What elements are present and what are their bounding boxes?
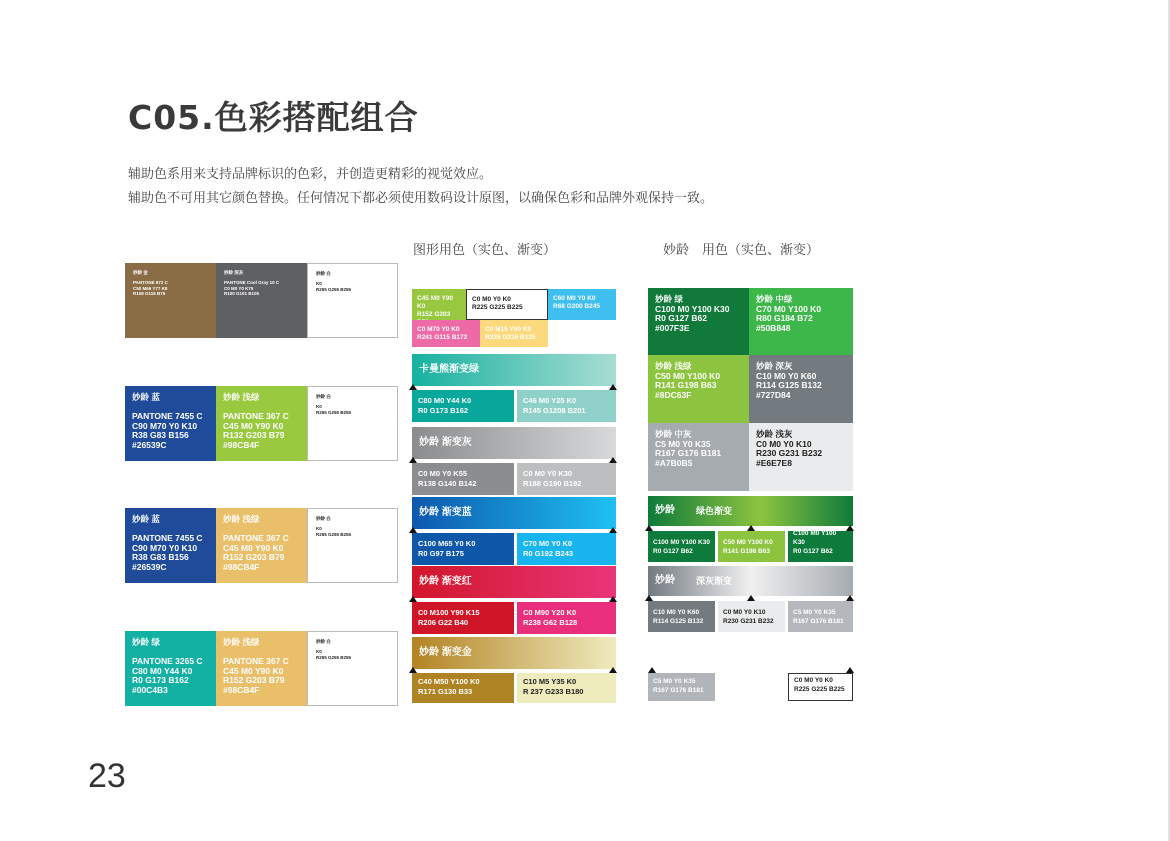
- graphic-top-swatch-4: [412, 320, 480, 347]
- brand-gray-gradient: [648, 566, 853, 596]
- graphic-gradient-3-end-swatch-label: C70 M0 Y0 K0 R0 G192 B243: [523, 539, 574, 558]
- graphic-gradient-4: [412, 566, 616, 598]
- graphic-gradient-5-start-swatch: [412, 673, 514, 703]
- combo-1-swatch-1-label: 妙龄 金 PANTONE 872 C C50 M66 Y77 K8 R108 G115 B75: [133, 270, 168, 296]
- brand-color-5-label: 妙龄 中灰 C5 M0 Y0 K35 R167 G176 B181 #A7B0B5: [655, 429, 722, 468]
- brand-bottom-swatch-1: [648, 673, 715, 701]
- combo-2-swatch-2: [216, 386, 307, 461]
- combo-1-swatch-2: [216, 263, 307, 338]
- combo-4-swatch-1: [125, 631, 216, 706]
- combo-4-swatch-3: [307, 631, 398, 706]
- combo-3-swatch-1-label: 妙龄 蓝 PANTONE 7455 C C90 M70 Y0 K10 R38 G83 B156 #26539C: [132, 514, 203, 572]
- brand-gray-stop-2: [718, 601, 785, 632]
- graphic-top-swatch-2: [466, 289, 548, 320]
- brand-color-3: [648, 355, 749, 423]
- brand-color-6: [749, 423, 853, 491]
- graphic-top-swatch-5-label: C0 M15 Y60 K0 R225 G216 B125: [485, 326, 536, 341]
- combo-1-swatch-3: [307, 263, 398, 338]
- brand-color-2-label: 妙龄 中绿 C70 M0 Y100 K0 R80 G184 B72 #50B848: [756, 294, 822, 333]
- combo-1-swatch-3-label: 妙龄 白 K0 R255 G255 B255: [316, 271, 352, 292]
- combo-2-swatch-3-label: 妙龄 白 K0 R255 G255 B255: [316, 394, 352, 415]
- combo-3-swatch-1: [125, 508, 216, 583]
- brand-green-stop-2: [718, 531, 785, 562]
- combo-3-swatch-2-label: 妙龄 浅绿 PANTONE 367 C C45 M0 Y90 K0 R152 G203 B79 #98CB4F: [223, 514, 289, 572]
- intro-text: [128, 163, 713, 211]
- combo-1-swatch-2-label: 妙龄 深灰 PANTONE Cool Gray 10 C C0 M0 Y0 K75 R100 G101 B105: [224, 270, 280, 296]
- combo-3-swatch-2: [216, 508, 307, 583]
- graphic-gradient-4-label: 妙龄 渐变红: [419, 576, 472, 587]
- graphic-gradient-2-end-swatch-label: C0 M0 Y0 K30 R188 G190 B192: [523, 469, 582, 488]
- intro-line-1: 辅助色系用来支持品牌标识的色彩，并创造更精彩的视觉效应。: [128, 167, 493, 182]
- combo-2-swatch-2-label: 妙龄 浅绿 PANTONE 367 C C45 M0 Y90 K0 R132 G203 B79 #98CB4F: [223, 392, 289, 450]
- brand-gray-stop-2-label: C0 M0 Y0 K10 R230 G231 B232: [723, 609, 774, 625]
- combo-4-swatch-2-label: 妙龄 浅绿 PANTONE 367 C C45 M0 Y90 K0 R152 G203 B79 #98CB4F: [223, 637, 289, 695]
- page-number: 23: [88, 757, 126, 795]
- brand-bottom-swatch-1-label: C5 M0 Y0 K35 R167 G176 B181: [653, 678, 704, 694]
- brand-gray-gradient-name: 深灰渐变: [696, 576, 733, 586]
- brand-gray-stop-1-label: C10 M0 Y0 K60 R114 G125 B132: [653, 609, 704, 625]
- combo-4-swatch-2: [216, 631, 307, 706]
- graphic-gradient-1-end-swatch-label: C46 M0 Y25 K0 R145 G1208 B201: [523, 396, 586, 415]
- brand-bottom-swatch-2: [788, 673, 853, 701]
- combo-3-swatch-3: [307, 508, 398, 583]
- graphic-gradient-4-end-swatch: [517, 602, 616, 634]
- brand-green-stop-3-label: C100 M0 Y100 K30 R0 G127 B62: [793, 530, 837, 555]
- brand-color-6-label: 妙龄 浅灰 C0 M0 Y0 K10 R230 G231 B232 #E6E7E8: [756, 429, 823, 468]
- graphic-gradient-5-end-swatch-label: C10 M5 Y35 K0 R 237 G233 B180: [523, 677, 584, 696]
- brand-green-stop-1: [648, 531, 715, 562]
- graphic-gradient-2: [412, 427, 616, 459]
- graphic-gradient-3-end-swatch: [517, 533, 616, 565]
- brand-color-1-label: 妙龄 绿 C100 M0 Y100 K30 R0 G127 B62 #007F3E: [655, 294, 730, 333]
- graphic-gradient-3-label: 妙龄 渐变蓝: [419, 507, 472, 518]
- brand-gray-gradient-label: 妙龄: [655, 575, 675, 586]
- graphic-gradient-5-label: 妙龄 渐变金: [419, 647, 472, 658]
- brand-gray-stop-3-label: C5 M0 Y0 K35 R167 G176 B181: [793, 609, 844, 625]
- intro-line-2: 辅助色不可用其它颜色替换。任何情况下都必须使用数码设计原图，以确保色彩和品牌外观保持一致。: [128, 191, 714, 206]
- graphic-gradient-2-label: 妙龄 渐变灰: [419, 437, 472, 448]
- brand-color-4-label: 妙龄 深灰 C10 M0 Y0 K60 R114 G125 B132 #727D84: [756, 361, 822, 400]
- brand-green-stop-2-label: C50 M0 Y100 K0 R141 G198 B63: [723, 539, 773, 555]
- brand-green-gradient-label: 妙龄: [655, 505, 675, 516]
- graphic-top-swatch-3: [548, 289, 616, 320]
- graphic-gradient-1-end-swatch: [517, 390, 616, 422]
- graphic-gradient-3-start-swatch-label: C100 M65 Y0 K0 R0 G97 B175: [418, 539, 476, 558]
- graphic-gradient-3-start-swatch: [412, 533, 514, 565]
- graphic-top-swatch-4-label: C0 M70 Y0 K0 R241 G115 B172: [417, 326, 468, 341]
- section-heading-brand: 妙龄 用色（实色、渐变）: [663, 243, 820, 258]
- graphic-gradient-1-start-swatch: [412, 390, 514, 422]
- graphic-gradient-4-start-swatch: [412, 602, 514, 634]
- page-title: C05.色彩搭配组合: [128, 98, 419, 137]
- combo-2-swatch-1: [125, 386, 216, 461]
- graphic-gradient-2-end-swatch: [517, 463, 616, 495]
- graphic-gradient-4-start-swatch-label: C0 M100 Y90 K15 R206 G22 B40: [418, 608, 480, 627]
- brand-green-stop-1-label: C100 M0 Y100 K30 R0 G127 B62: [653, 539, 710, 555]
- brand-color-5: [648, 423, 749, 491]
- graphic-top-swatch-2-label: C0 M0 Y0 K0 R225 G225 B225: [472, 296, 523, 311]
- graphic-gradient-4-end-swatch-label: C0 M90 Y20 K0 R238 G62 B128: [523, 608, 578, 627]
- graphic-gradient-2-start-swatch: [412, 463, 514, 495]
- brand-color-4: [749, 355, 853, 423]
- combo-3-swatch-3-label: 妙龄 白 K0 R255 G255 B255: [316, 516, 352, 537]
- brand-color-3-label: 妙龄 浅绿 C50 M0 Y100 K0 R141 G198 B63 #8DC63F: [655, 361, 721, 400]
- graphic-top-swatch-1-label: C45 M0 Y90 K0 R152 G203: [417, 295, 454, 318]
- graphic-gradient-5-start-swatch-label: C40 M50 Y100 K0 R171 G130 B33: [418, 677, 480, 696]
- graphic-top-swatch-3-label: C60 M0 Y0 K0 R68 G200 B245: [553, 295, 600, 310]
- brand-green-stop-3: [788, 531, 853, 562]
- combo-2-swatch-1-label: 妙龄 蓝 PANTONE 7455 C C90 M70 Y0 K10 R38 G83 B156 #26539C: [132, 392, 203, 450]
- brand-gray-stop-1: [648, 601, 715, 632]
- brand-bottom-swatch-2-label: C0 M0 Y0 K0 R225 G225 B225: [794, 677, 845, 693]
- brand-gray-stop-3: [788, 601, 853, 632]
- graphic-gradient-5-end-swatch: [517, 673, 616, 703]
- graphic-top-swatch-1: [412, 289, 466, 320]
- brand-color-1: [648, 288, 749, 355]
- brand-color-2: [749, 288, 853, 355]
- section-heading-graphic: 图形用色（实色、渐变）: [413, 243, 557, 258]
- combo-4-swatch-3-label: 妙龄 白 K0 R255 G255 B255: [316, 639, 352, 660]
- graphic-gradient-3: [412, 497, 616, 529]
- graphic-gradient-5: [412, 637, 616, 669]
- graphic-top-swatch-5: [480, 320, 548, 347]
- brand-bottom-end-marker: [846, 667, 854, 673]
- brand-green-gradient: [648, 496, 853, 526]
- graphic-gradient-1-start-swatch-label: C80 M0 Y44 K0 R0 G173 B162: [418, 396, 472, 415]
- brand-green-gradient-name: 绿色渐变: [696, 506, 733, 516]
- graphic-gradient-1: [412, 354, 616, 386]
- graphic-gradient-2-start-swatch-label: C0 M0 Y0 K55 R138 G140 B142: [418, 469, 477, 488]
- brand-bottom-start-marker: [648, 667, 656, 673]
- combo-4-swatch-1-label: 妙龄 绿 PANTONE 3265 C C80 M0 Y44 K0 R0 G173 B162 #00C4B3: [132, 637, 203, 695]
- combo-1-swatch-1: [125, 263, 216, 338]
- combo-2-swatch-3: [307, 386, 398, 461]
- graphic-gradient-1-label: 卡曼熊渐变绿: [419, 364, 479, 375]
